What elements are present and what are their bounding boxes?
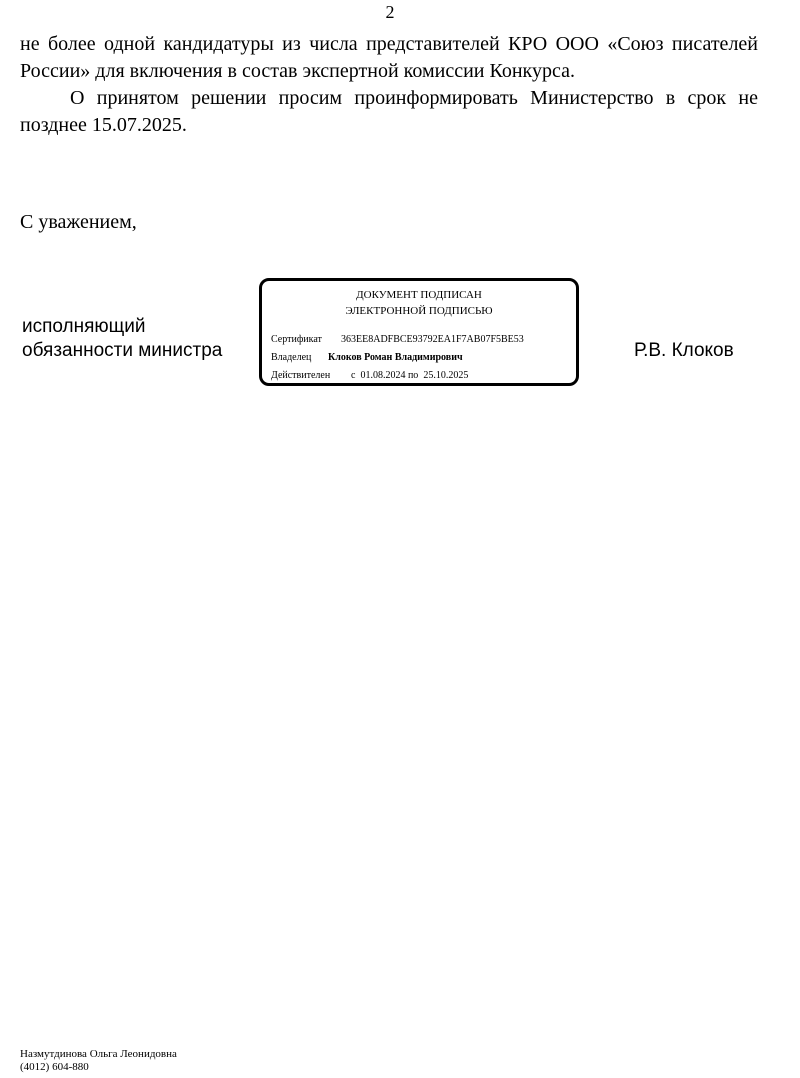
body-paragraph-2: О принятом решении просим проинформировать Министерство в срок не позднее 15.07.2025. [20, 87, 758, 136]
stamp-title [262, 287, 576, 319]
valid-label: Действителен [271, 370, 331, 381]
letter-body [20, 31, 758, 139]
page-number: 2 [385, 2, 395, 22]
executor-name: Назмутдинова Ольга Леонидовна [20, 1048, 177, 1060]
executor-phone: (4012) 604-880 [20, 1061, 89, 1073]
signer-position [22, 315, 222, 363]
electronic-signature-stamp [259, 278, 579, 386]
stamp-owner-row [271, 351, 463, 365]
body-paragraph-1: не более одной кандидатуры из числа представителей КРО ООО «Союз писателей России» для включения в состав экспертной комиссии Конкурса. [20, 33, 758, 82]
signer-position-line-1: исполняющий [22, 316, 146, 337]
stamp-validity-row [271, 369, 468, 383]
executor-info [20, 1048, 177, 1074]
stamp-certificate-row [271, 333, 524, 347]
valid-to-date: 25.10.2025 [423, 370, 469, 381]
owner-label: Владелец [271, 352, 312, 363]
valid-from-date: 01.08.2024 [360, 370, 406, 381]
closing-salutation: С уважением, [20, 211, 137, 233]
owner-value: Клоков Роман Владимирович [328, 352, 463, 363]
certificate-label: Сертификат [271, 334, 322, 345]
valid-to-prefix: по [407, 370, 419, 381]
signer-position-line-2: обязанности министра [22, 340, 223, 361]
stamp-title-line-2: ЭЛЕКТРОННОЙ ПОДПИСЬЮ [345, 305, 493, 317]
valid-from-prefix: с [351, 370, 356, 381]
signer-name: Р.В. Клоков [634, 340, 734, 361]
certificate-value: 363EE8ADFBCE93792EA1F7AB07F5BE53 [341, 334, 524, 345]
stamp-title-line-1: ДОКУМЕНТ ПОДПИСАН [356, 289, 482, 301]
